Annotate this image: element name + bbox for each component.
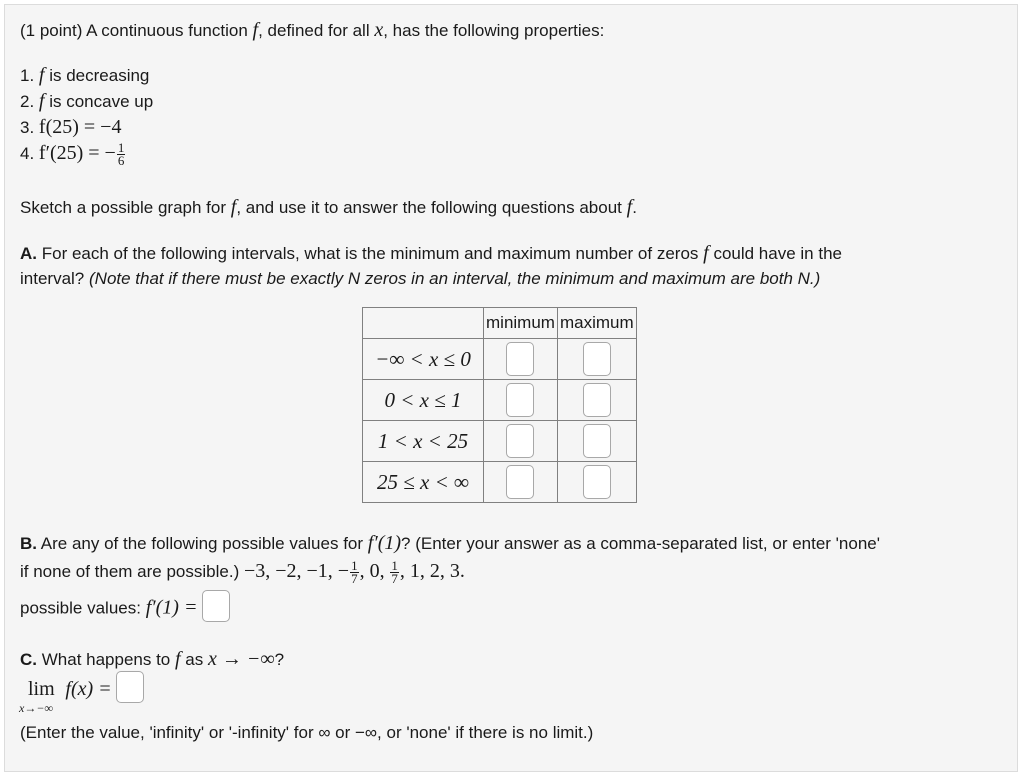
- table-row: [363, 462, 637, 503]
- limit-input[interactable]: [116, 671, 144, 703]
- possible-values-input[interactable]: [202, 590, 230, 622]
- header-blank: [363, 308, 484, 339]
- min-input[interactable]: [506, 342, 534, 376]
- min-input[interactable]: [506, 424, 534, 458]
- table-row: [363, 421, 637, 462]
- max-input[interactable]: [583, 383, 611, 417]
- table-row: [363, 380, 637, 421]
- limit-subscript: x→−∞: [19, 701, 53, 715]
- part-c-question: C. What happens to f as x → −∞?: [20, 648, 285, 670]
- max-input[interactable]: [583, 465, 611, 499]
- min-input[interactable]: [506, 465, 534, 499]
- limit-expression: lim f(x) =: [28, 678, 144, 703]
- property-item: 4. f′(25) = − $\frac{1}{6}$: [20, 140, 125, 169]
- max-input[interactable]: [583, 342, 611, 376]
- table-header-row: [363, 308, 637, 339]
- part-b-question: B. Are any of the following possible values for f′(1)? (Enter your answer as a comma-separated list, or enter 'none': [20, 532, 880, 554]
- header-minimum: minimum: [484, 308, 558, 339]
- fraction: $\frac{1}{7}$: [391, 558, 398, 587]
- part-b-answer: possible values: f′(1) =: [20, 596, 230, 622]
- part-a-note: interval? (Note that if there must be exactly N zeros in an interval, the minimum and maximum are both N.): [20, 269, 821, 288]
- interval-label: 1 < x < 25: [363, 421, 484, 462]
- problem-intro: (1 point) A continuous function f, defined for all x, has the following properties:: [20, 19, 605, 41]
- zeros-table: [362, 307, 637, 503]
- table-row: [363, 339, 637, 380]
- property-item: 2. f is concave up: [20, 90, 154, 112]
- property-item: 1. f is decreasing: [20, 64, 150, 86]
- interval-label: −∞ < x ≤ 0: [363, 339, 484, 380]
- property-item: 3. f(25) = −4: [20, 116, 122, 138]
- interval-label: 25 ≤ x < ∞: [363, 462, 484, 503]
- fraction: $\frac{1}{7}$: [351, 558, 358, 587]
- fraction: $\frac{1}{6}$: [117, 140, 125, 169]
- part-c-instructions: (Enter the value, 'infinity' or '-infinity' for ∞ or −∞, or 'none' if there is no limit.): [20, 723, 594, 742]
- header-maximum: maximum: [557, 308, 636, 339]
- property-list: [20, 62, 154, 169]
- part-a-question: A. For each of the following intervals, what is the minimum and maximum number of zeros f could have in the: [20, 242, 842, 264]
- part-b-values: if none of them are possible.) −3, −2, −1, − $\frac{1}{7}$ , 0, $\frac{1}{7}$ , 1, 2, 3.: [20, 558, 465, 587]
- sketch-instruction: Sketch a possible graph for f, and use it to answer the following questions about f.: [20, 196, 637, 218]
- max-input[interactable]: [583, 424, 611, 458]
- interval-label: 0 < x ≤ 1: [363, 380, 484, 421]
- min-input[interactable]: [506, 383, 534, 417]
